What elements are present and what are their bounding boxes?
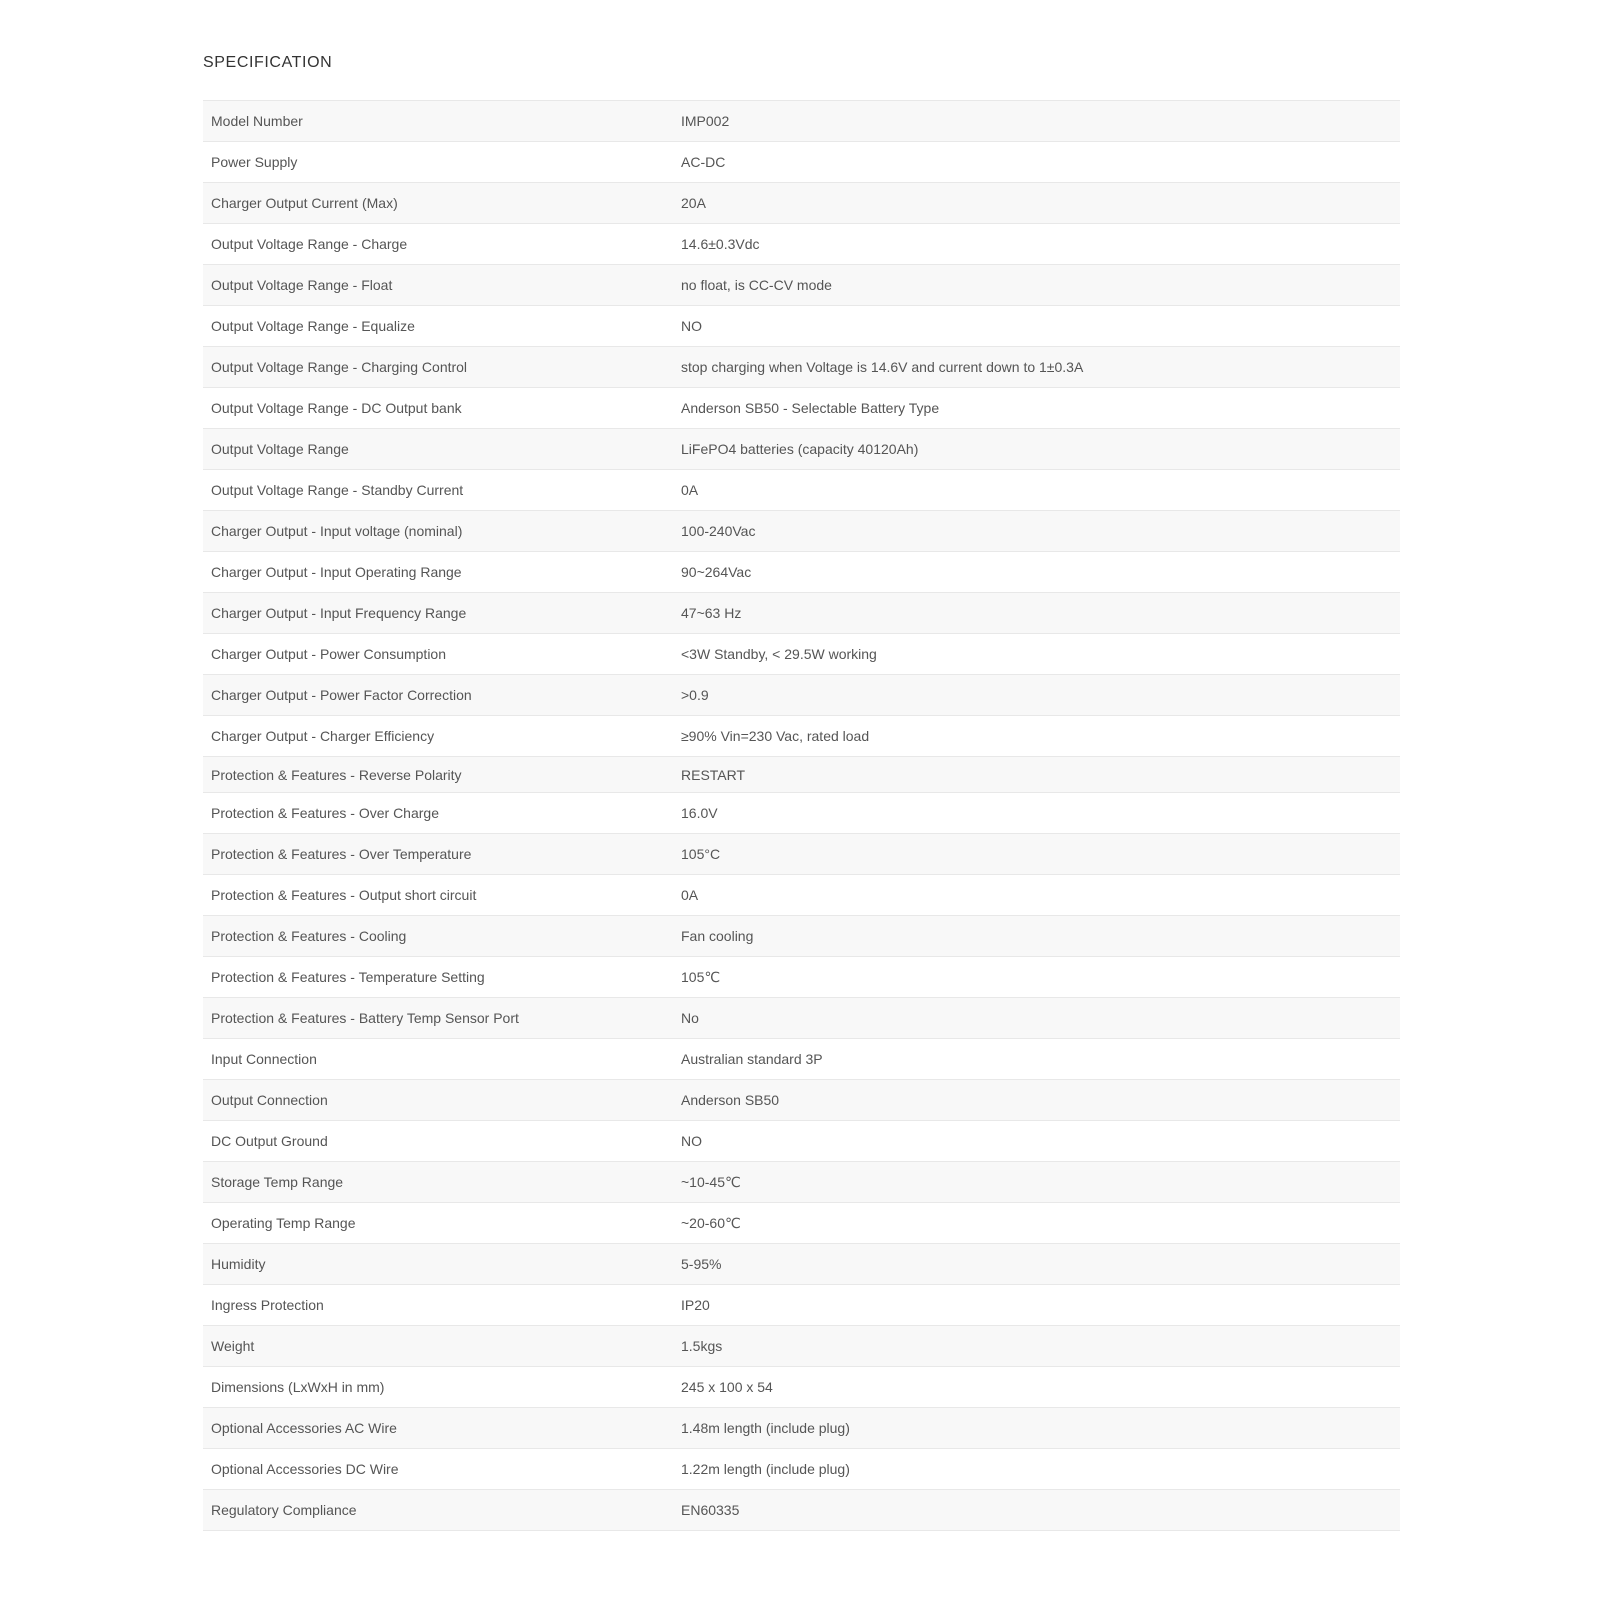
spec-label: Output Voltage Range - Charge (211, 236, 408, 252)
spec-value: 90~264Vac (681, 564, 752, 580)
spec-label: Protection & Features - Temperature Setting (211, 969, 485, 985)
table-row (203, 347, 1400, 388)
table-row (203, 793, 1400, 834)
spec-label: Charger Output - Input Operating Range (211, 564, 462, 580)
spec-value: <3W Standby, < 29.5W working (681, 646, 877, 662)
spec-value: Australian standard 3P (681, 1051, 823, 1067)
spec-value: >0.9 (681, 687, 709, 703)
spec-label: Output Voltage Range - Standby Current (211, 482, 464, 498)
table-row (203, 1121, 1400, 1162)
spec-label: Storage Temp Range (211, 1174, 344, 1190)
spec-label: Output Voltage Range (211, 441, 349, 457)
table-row (203, 716, 1400, 757)
specification-section (203, 0, 1400, 1531)
spec-value: 105℃ (681, 969, 721, 985)
spec-value: ≥90% Vin=230 Vac, rated load (681, 728, 870, 744)
table-row (203, 101, 1400, 142)
spec-label: Input Connection (211, 1051, 317, 1067)
spec-value: 47~63 Hz (681, 605, 742, 621)
table-row (203, 634, 1400, 675)
spec-label: Optional Accessories AC Wire (211, 1420, 397, 1436)
spec-label: Charger Output Current (Max) (211, 195, 398, 211)
table-row (203, 511, 1400, 552)
table-row (203, 757, 1400, 793)
table-row (203, 1162, 1400, 1203)
spec-value: Anderson SB50 (681, 1092, 780, 1108)
table-row (203, 552, 1400, 593)
spec-value: EN60335 (681, 1502, 740, 1518)
specification-table (203, 100, 1400, 1531)
spec-value: IP20 (681, 1297, 710, 1313)
spec-value: 14.6±0.3Vdc (681, 236, 760, 252)
spec-label: Dimensions (LxWxH in mm) (211, 1379, 385, 1395)
spec-label: Charger Output - Input Frequency Range (211, 605, 467, 621)
spec-label: Charger Output - Power Consumption (211, 646, 446, 662)
table-row (203, 998, 1400, 1039)
table-row (203, 470, 1400, 511)
spec-label: Protection & Features - Battery Temp Sensor Port (211, 1010, 519, 1026)
spec-value: no float, is CC-CV mode (681, 277, 832, 293)
spec-value: RESTART (681, 766, 746, 783)
spec-value: 100-240Vac (681, 523, 756, 539)
section-title: SPECIFICATION (203, 54, 333, 71)
spec-label: Operating Temp Range (211, 1215, 356, 1231)
table-row (203, 1408, 1400, 1449)
table-row (203, 183, 1400, 224)
spec-value: 1.5kgs (681, 1338, 723, 1354)
table-row (203, 1326, 1400, 1367)
spec-label: Ingress Protection (211, 1297, 324, 1313)
spec-label: Protection & Features - Output short circuit (211, 887, 477, 903)
table-row (203, 1285, 1400, 1326)
spec-value: NO (681, 318, 702, 334)
table-row (203, 1449, 1400, 1490)
spec-value: 20A (681, 195, 706, 211)
spec-label: Protection & Features - Over Temperature (211, 846, 472, 862)
spec-label: Power Supply (211, 154, 298, 170)
spec-label: Output Voltage Range - Equalize (211, 318, 415, 334)
spec-value: ~20-60℃ (681, 1215, 741, 1231)
table-row (203, 593, 1400, 634)
spec-label: Charger Output - Power Factor Correction (211, 687, 472, 703)
table-row (203, 834, 1400, 875)
table-row (203, 875, 1400, 916)
spec-value: IMP002 (681, 113, 730, 129)
spec-value: 0A (681, 887, 699, 903)
spec-value: 16.0V (681, 805, 718, 821)
spec-value: Anderson SB50 - Selectable Battery Type (681, 400, 940, 416)
spec-value: 5-95% (681, 1256, 722, 1272)
specification-table-body (203, 101, 1400, 1531)
table-row (203, 1244, 1400, 1285)
table-row (203, 957, 1400, 998)
table-row (203, 224, 1400, 265)
spec-label: Protection & Features - Cooling (211, 928, 407, 944)
spec-label: Charger Output - Input voltage (nominal) (211, 523, 463, 539)
spec-value: LiFePO4 batteries (capacity 40120Ah) (681, 441, 919, 457)
spec-label: Weight (211, 1338, 255, 1354)
table-row (203, 306, 1400, 347)
spec-label: Protection & Features - Reverse Polarity (211, 766, 462, 783)
spec-value: 1.48m length (include plug) (681, 1420, 850, 1436)
spec-value: stop charging when Voltage is 14.6V and current down to 1±0.3A (681, 359, 1084, 375)
table-row (203, 265, 1400, 306)
spec-value: 245 x 100 x 54 (681, 1379, 773, 1395)
spec-value: AC-DC (681, 154, 726, 170)
spec-label: Optional Accessories DC Wire (211, 1461, 399, 1477)
table-row (203, 916, 1400, 957)
spec-label: Regulatory Compliance (211, 1502, 357, 1518)
spec-label: DC Output Ground (211, 1133, 328, 1149)
spec-value: 0A (681, 482, 699, 498)
spec-label: Output Voltage Range - DC Output bank (211, 400, 462, 416)
table-row (203, 388, 1400, 429)
table-row (203, 675, 1400, 716)
spec-label: Output Voltage Range - Float (211, 277, 393, 293)
table-row (203, 429, 1400, 470)
spec-label: Output Voltage Range - Charging Control (211, 359, 468, 375)
spec-label: Model Number (211, 113, 303, 129)
table-row (203, 142, 1400, 183)
spec-label: Output Connection (211, 1092, 328, 1108)
table-row (203, 1080, 1400, 1121)
spec-value: NO (681, 1133, 702, 1149)
spec-value: 1.22m length (include plug) (681, 1461, 850, 1477)
table-row (203, 1490, 1400, 1531)
table-row (203, 1203, 1400, 1244)
spec-value: 105°C (681, 846, 721, 862)
table-row (203, 1039, 1400, 1080)
spec-label: Charger Output - Charger Efficiency (211, 728, 435, 744)
spec-value: ~10-45℃ (681, 1174, 741, 1190)
spec-value: Fan cooling (681, 928, 754, 944)
spec-label: Protection & Features - Over Charge (211, 805, 439, 821)
spec-value: No (681, 1010, 699, 1026)
spec-label: Humidity (211, 1256, 266, 1272)
table-row (203, 1367, 1400, 1408)
